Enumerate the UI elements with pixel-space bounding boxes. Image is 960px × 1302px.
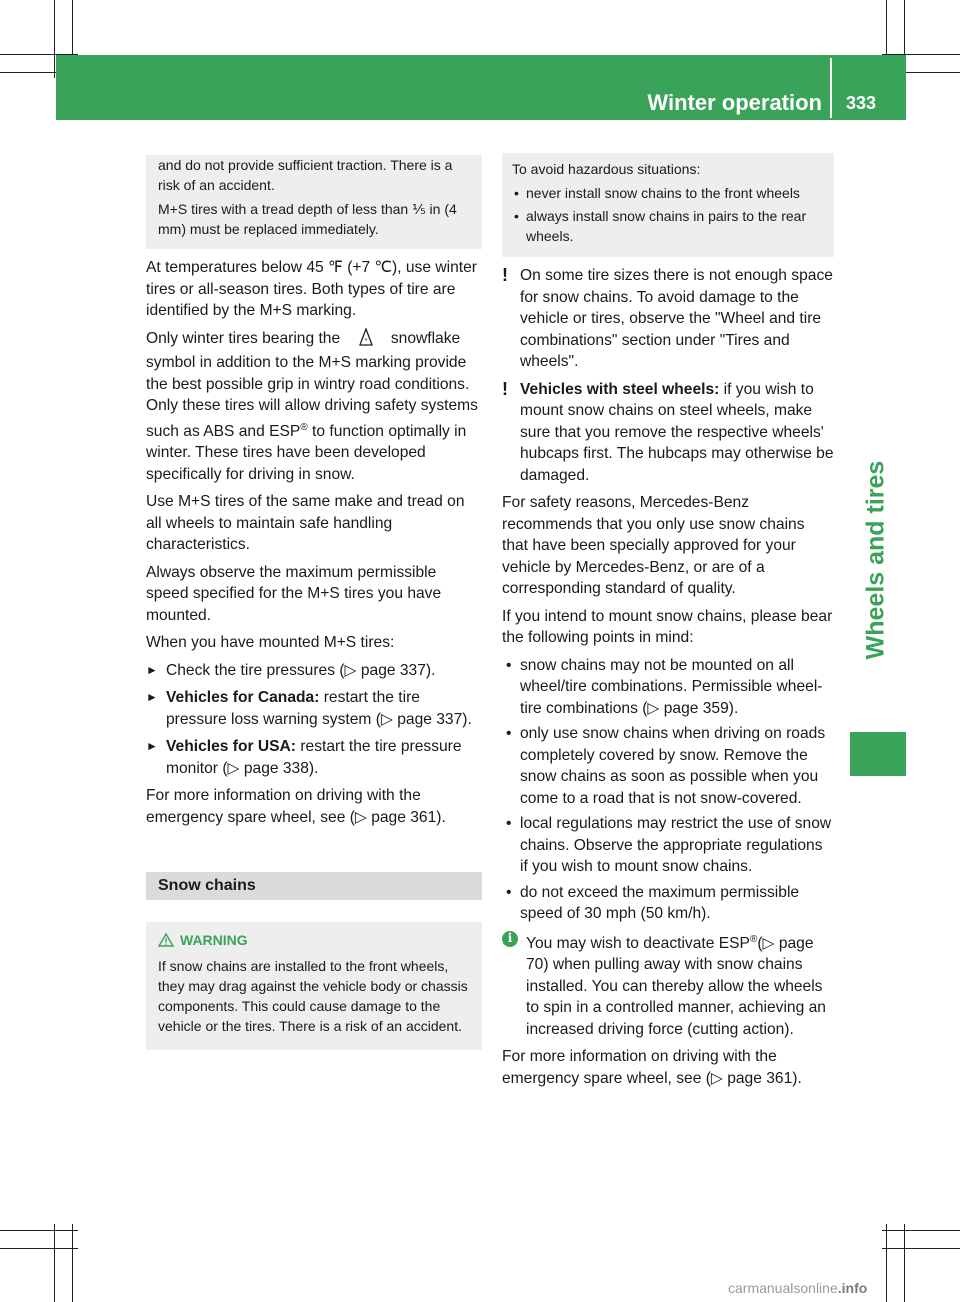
section-heading: Snow chains — [146, 872, 482, 900]
right-column — [502, 153, 834, 1095]
box-text: M+S tires with a tread depth of less than ⅕ in (4 mm) must be replaced immediately. — [158, 201, 457, 237]
list-item: • only use snow chains when driving on roads completely covered by snow. Remove the snow chains as soon as possible when you come to a road that is not snow-covered. — [506, 725, 826, 807]
crop-mark — [54, 1224, 55, 1302]
watermark: carmanualsonline.info — [728, 1280, 868, 1296]
note-item: ! On some tire sizes there is not enough space for snow chains. To avoid damage to the vehicle or tires, observe the "Wheel and tire combinations" section under "Tires and wheels". — [502, 265, 833, 370]
left-column — [146, 155, 482, 1058]
instruction-item: ► Check the tire pressures (▷ page 337). — [146, 660, 482, 682]
svg-text:*: * — [364, 337, 367, 345]
warning-box — [146, 922, 482, 1050]
paragraph: For more information on driving with the emergency spare wheel, see (▷ page 361). — [146, 787, 446, 826]
paragraph: If you intend to mount snow chains, please bear the following points in mind: — [502, 607, 833, 646]
instruction-arrow-icon: ► — [146, 662, 158, 677]
warning-continuation-box — [146, 155, 482, 249]
list-item: • do not exceed the maximum permissible speed of 30 mph (50 km/h). — [506, 883, 800, 922]
warning-triangle-icon — [158, 933, 180, 947]
crop-mark — [72, 1224, 73, 1302]
paragraph: At temperatures below 45 ℉ (+7 ℃), use winter tires or all-season tires. Both types of tire are identified by the M+S marking. — [146, 259, 477, 319]
warning-text: If snow chains are installed to the front wheels, they may drag against the vehicle body or chassis components. This could cause damage to the vehicle or the tires. There is a risk of an accident. — [158, 958, 468, 1035]
crop-mark — [0, 1230, 78, 1231]
box-text: To avoid hazardous situations: — [512, 161, 701, 177]
warning-continuation-box — [502, 153, 834, 257]
exclamation-icon: ! — [502, 265, 508, 285]
box-text: and do not provide sufficient traction. There is a risk of an accident. — [158, 157, 453, 193]
paragraph: For safety reasons, Mercedes-Benz recommends that you only use snow chains that have been specially approved for your vehicle by Mercedes-Benz, or are of a corresponding standard of quality. — [502, 494, 805, 597]
page-number: 333 — [846, 93, 877, 113]
instruction-arrow-icon: ► — [146, 739, 158, 754]
info-icon: i — [502, 931, 518, 947]
snowflake-mountain-icon — [359, 328, 373, 353]
crop-mark — [904, 1224, 905, 1302]
list-item: • snow chains may not be mounted on all wheel/tire combinations. Permissible wheel-tire combinations (▷ page 359). — [506, 656, 823, 717]
crop-mark — [886, 1224, 887, 1302]
list-item: • never install snow chains to the front wheels — [514, 185, 800, 201]
warning-heading: WARNING — [158, 930, 470, 950]
paragraph: Use M+S tires of the same make and tread on all wheels to maintain safe handling characteristics. — [146, 493, 465, 554]
instruction-item: ► Vehicles for USA: restart the tire pressure monitor (▷ page 338). — [146, 738, 462, 777]
crop-mark — [0, 1248, 78, 1249]
instruction-item: ► Vehicles for Canada: restart the tire pressure loss warning system (▷ page 337). — [146, 689, 472, 728]
crop-mark — [882, 1230, 960, 1231]
instruction-arrow-icon: ► — [146, 690, 158, 705]
list-item: • always install snow chains in pairs to the rear wheels. — [514, 208, 807, 244]
paragraph: Only winter tires bearing the * snowflake symbol in addition to the M+S marking provide the best possible grip in wintry road conditions. Only these tires will allow driving safety systems such as ABS and ESP® to function optimally in winter. These tires have been developed specifically for driving in snow. — [146, 329, 478, 483]
header-separator — [830, 58, 832, 118]
paragraph: For more information on driving with the emergency spare wheel, see (▷ page 361). — [502, 1048, 802, 1087]
crop-mark — [882, 1248, 960, 1249]
side-section-label: Wheels and tires — [861, 460, 890, 660]
side-marker — [850, 732, 906, 776]
info-note: i You may wish to deactivate ESP®(▷ page 70) when pulling away with snow chains installed. You can thereby allow the wheels to spin in a controlled manner, achieving an increased driving force (cutting action). — [502, 929, 834, 1041]
paragraph: When you have mounted M+S tires: — [146, 634, 395, 652]
list-item: • local regulations may restrict the use of snow chains. Observe the appropriate regulations if you wish to mount snow chains. — [506, 815, 832, 875]
note-item: ! Vehicles with steel wheels: if you wish to mount snow chains on steel wheels, make sure that you remove the respective wheels' hubcaps first. The hubcaps may otherwise be damaged. — [502, 378, 834, 484]
paragraph: Always observe the maximum permissible speed specified for the M+S tires you have mounted. — [146, 563, 442, 624]
exclamation-icon: ! — [502, 378, 508, 399]
crop-mark — [54, 0, 55, 78]
header-title: Winter operation — [647, 90, 822, 115]
